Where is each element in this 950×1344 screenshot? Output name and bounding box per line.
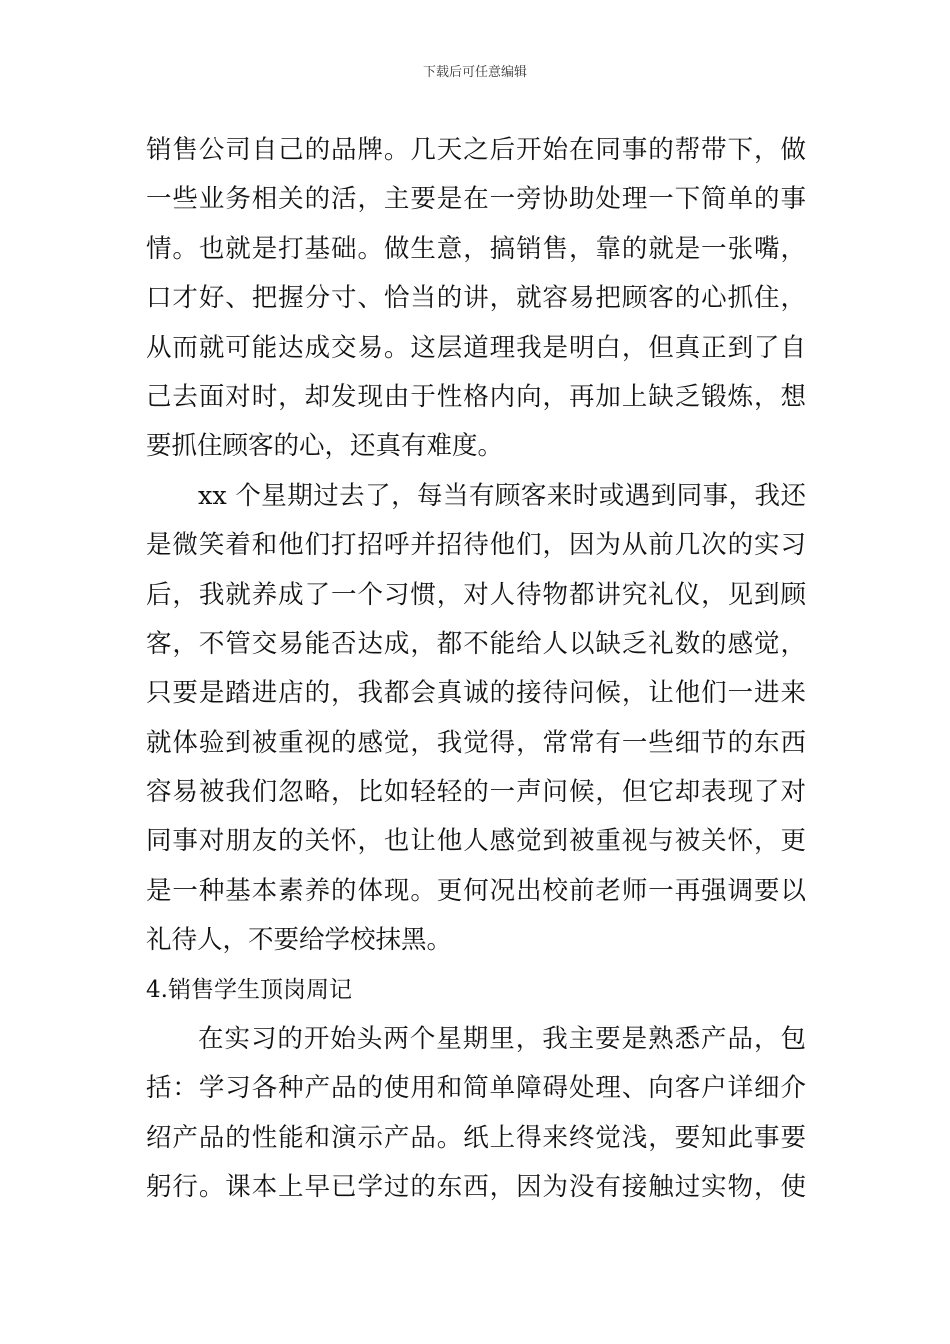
text-line: 客，不管交易能否达成，都不能给人以缺乏礼数的感觉， [146, 628, 806, 659]
text-line: 要抓住顾客的心，还真有难度。 [146, 431, 504, 462]
page-header: 下载后可任意编辑 [422, 65, 527, 80]
text-line: 同事对朋友的关怀，也让他人感觉到被重视与被关怀，更 [146, 826, 806, 857]
text-line: 情。也就是打基础。做生意，搞销售，靠的就是一张嘴， [146, 233, 806, 264]
text-line: 是一种基本素养的体现。更何况出校前老师一再强调要以 [146, 875, 806, 906]
text-line: 己去面对时，却发现由于性格内向，再加上缺乏锻炼，想 [146, 381, 806, 412]
text-line: 口才好、把握分寸、恰当的讲，就容易把顾客的心抓住， [146, 283, 806, 314]
text-line: 从而就可能达成交易。这层道理我是明白，但真正到了自 [146, 332, 806, 363]
text-line: 在实习的开始头两个星期里，我主要是熟悉产品，包 [198, 1024, 806, 1055]
text-line: 绍产品的性能和演示产品。纸上得来终觉浅，要知此事要 [146, 1122, 806, 1153]
paragraph-2 [146, 472, 806, 966]
text-line: 后，我就养成了一个习惯，对人待物都讲究礼仪，见到顾 [146, 579, 806, 610]
text-line: 一些业务相关的活，主要是在一旁协助处理一下简单的事 [146, 184, 806, 215]
text-line: 就体验到被重视的感觉，我觉得，常常有一些细节的东西 [146, 727, 806, 758]
text-line: 礼待人，不要给学校抹黑。 [146, 925, 453, 956]
text-line: 销售公司自己的品牌。几天之后开始在同事的帮带下，做 [146, 135, 806, 165]
text-line: 括：学习各种产品的使用和简单障碍处理、向客户详细介 [146, 1073, 806, 1104]
section-heading: 4.销售学生顶岗周记 [146, 976, 352, 1003]
text-line: 容易被我们忽略，比如轻轻的一声问候，但它却表现了对 [146, 777, 806, 808]
paragraph-3 [146, 1015, 806, 1213]
document-body [146, 126, 806, 1213]
paragraph-1 [146, 126, 806, 472]
text-line: 躬行。课本上早已学过的东西，因为没有接触过实物，使 [146, 1172, 806, 1203]
text-line: 只要是踏进店的，我都会真诚的接待问候，让他们一进来 [146, 678, 806, 709]
text-line: xx 个星期过去了，每当有顾客来时或遇到同事，我还 [198, 480, 806, 511]
text-line: 是微笑着和他们打招呼并招待他们，因为从前几次的实习 [146, 530, 806, 561]
